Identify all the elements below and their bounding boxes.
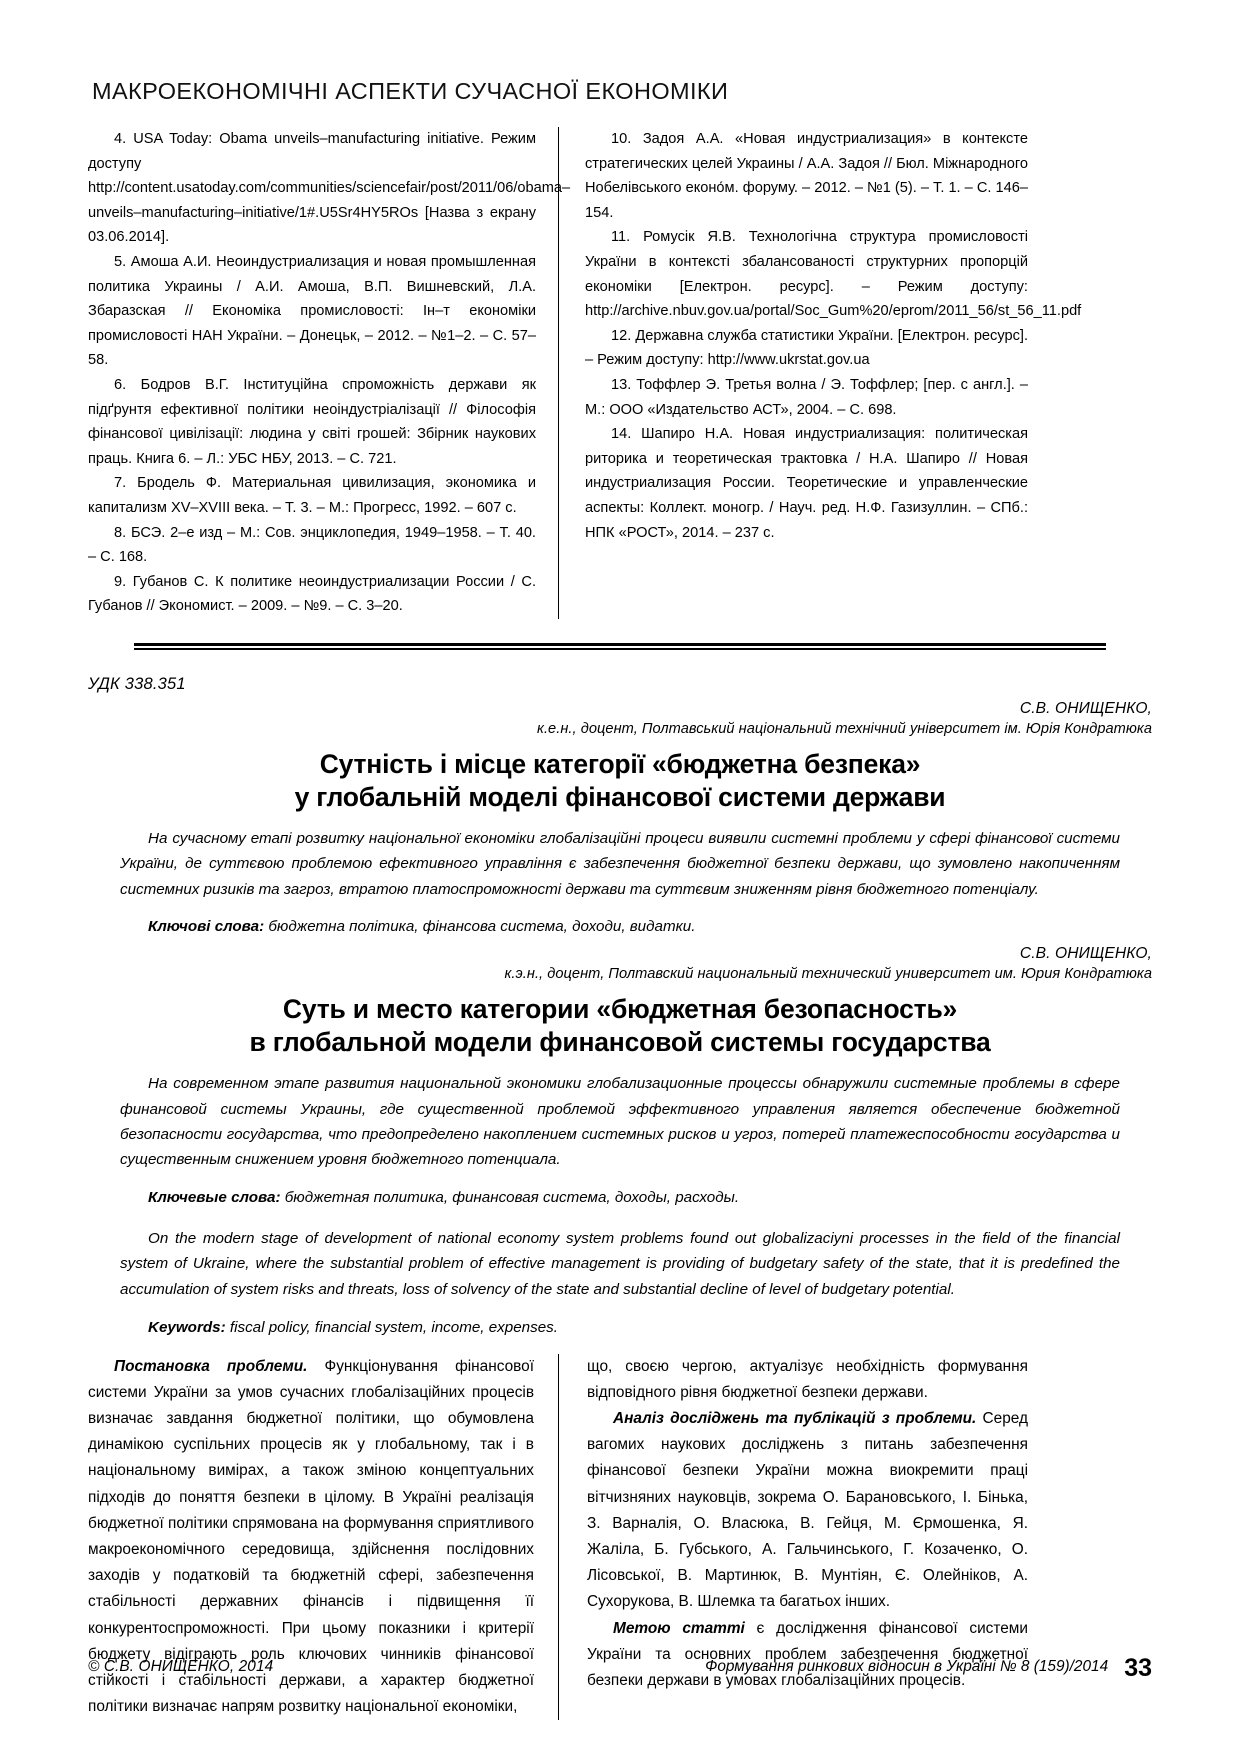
abstract-ru: На современном этапе развития национальной экономики глобализационные процессы обнаружили системные проблемы в сфере финансовой системы Украины, где существенной проблемой эффективного управления является обеспечение бюджетной безопасности государства, что предопределено накоплением системных рисков и угроз, потерей платежеспособности государства и существенным снижением уровня бюджетного потенциала. [120, 1075, 1120, 1169]
body-paragraph-text: Функціонування фінансової системи України за умов сучасних глобалізаційних процесів визначає завдання бюджетної політики, що обумовлена динамікою суспільних процесів як у глобальному, так і в національному вимірах, а також зміною концептуальних підходів до поняття безпеки в цілому. В Україні реалізація бюджетної політики спрямована на формування сприятливого макроекономічного середовища, здійснення послідовних заходів у податковій та бюджетній сфері, забезпечення стабільності державних фінансів і підвищення її конкурентоспроможності. При цьому показники і критерії бюджету відіграють роль ключових чинників фінансової стійкості і стабільності держави, а характер бюджетної політики визначає напрям розвитку національної економіки, [88, 1357, 534, 1716]
author-affiliation-ru: к.э.н., доцент, Полтавский национальный технический университет им. Юрия Кондратюка [504, 966, 1152, 983]
reference-item: 5. Амоша А.И. Неоиндустриализация и новая промышленная политика Украины / А.И. Амоша, В.П. Вишневский, Л.А. Збаразская // Економіка промисловості: Ін–т економіки промисловості НАН України. – Донецьк, – 2012. – №1–2. – С. 57–58. [88, 253, 536, 369]
body-paragraph [587, 1354, 1028, 1406]
article-title-ru-line1: Суть и место категории «бюджетная безопасность» [282, 994, 958, 1025]
references-section [88, 127, 1152, 619]
keywords-en-label: Keywords: [148, 1318, 226, 1336]
footer-copyright: © С.В. ОНИЩЕНКО, 2014 [88, 1658, 274, 1675]
references-column-right [558, 127, 1082, 619]
reference-item: 13. Тоффлер Э. Третья волна / Э. Тоффлер; [пер. с англ.]. – М.: ООО «Издательство АСТ», 2004. – С. 698. [585, 376, 1028, 418]
reference-item: 4. USA Today: Obama unveils–manufacturing initiative. Режим доступу http://content.usatoday.com/communities/sciencefair/post/2011/06/obama–unveils–manufacturing–initiative/1#.U5Sr4HY5ROs [Назва з екрану 03.06.2014]. [88, 131, 571, 246]
footer-page-number: 33 [1124, 1654, 1152, 1682]
body-paragraph-lead: Аналіз досліджень та публікацій з проблеми. [613, 1409, 977, 1427]
reference-item: 10. Задоя А.А. «Новая индустриализация» в контексте стратегических целей Украины / А.А. Задоя // Бюл. Міжнародного Нобелівського еконо́м. форуму. – 2012. – №1 (5). – Т. 1. – С. 146–154. [585, 131, 1028, 221]
reference-item: 14. Шапиро Н.А. Новая индустриализация: политическая риторика и теоретическая трактовка / Н.А. Шапиро // Новая индустриализация России. Теоретические и управленческие аспекты: Коллект. моногр. / Науч. ред. Н.Ф. Газизуллин. – СПб.: НПК «РОСТ», 2014. – 237 с. [585, 426, 1028, 541]
keywords-ru-label: Ключевые слова: [148, 1188, 281, 1206]
article-title-uk-line1: Сутність і місце категорії «бюджетна безпека» [319, 748, 921, 779]
udk-code: УДК 338.351 [88, 674, 186, 693]
running-head: МАКРОЕКОНОМІЧНІ АСПЕКТИ СУЧАСНОЇ ЕКОНОМІКИ [92, 78, 729, 104]
body-paragraph [587, 1406, 1028, 1616]
abstract-en: On the modern stage of development of national economy system problems found out globalizaciyni processes in the field of the financial system of Ukraine, where the substantial problem of effective management is providing of budgetary safety of the state, that it is predefined the accumulation of system risks and threats, loss of solvency of the state and substantial decline of level of budgetary potential. [120, 1229, 1120, 1298]
reference-item: 12. Державна служба статистики України. [Електрон. ресурс]. – Режим доступу: http://www.ukrstat.gov.ua [585, 327, 1028, 369]
article-title-uk [88, 748, 1152, 814]
reference-item: 11. Ромусік Я.В. Технологічна структура промисловості України в контексті збалансованості структурних пропорцій економіки [Електрон. ресурс]. – Режим доступу: http://archive.nbuv.gov.ua/portal/Soc_Gum%20/eprom/2011_56/st_56_11.pdf [585, 229, 1082, 320]
keywords-en [148, 1315, 1120, 1340]
divider-thin-rule [134, 648, 1106, 649]
article-title-ru [88, 993, 1152, 1059]
body-paragraph-text: є дослідження фінансової системи України та основних проблем забезпечення бюджетної безпеки держави в умовах глобалізаційних процесів. [587, 1619, 1028, 1689]
references-column-left [88, 127, 571, 619]
page-footer [88, 1654, 1152, 1682]
divider-thick-rule [134, 643, 1106, 646]
article-title-ru-line2: в глобальной модели финансовой системы государства [249, 1027, 991, 1058]
section-divider [134, 643, 1106, 651]
reference-item: 6. Бодров В.Г. Інституційна спроможність держави як підґрунтя ефективної політики неоіндустріалізації // Філософія фінансової цивілізації: людина у світі грошей: Збірник наукових праць. Книга 6. – Л.: УБС НБУ, 2013. – С. 721. [88, 376, 536, 467]
reference-item: 9. Губанов С. К политике неоиндустриализации России / С. Губанов // Экономист. – 2009. – №9. – С. 3–20. [88, 573, 536, 615]
keywords-ru-value: бюджетная политика, финансовая система, доходы, расходы. [284, 1188, 740, 1206]
keywords-en-value: fiscal policy, financial system, income, expenses. [229, 1318, 558, 1336]
author-affiliation-uk: к.е.н., доцент, Полтавський національний технічний університет ім. Юрія Кондратюка [537, 720, 1152, 737]
body-paragraph-lead: Метою статті [613, 1619, 745, 1637]
article-title-uk-line2: у глобальній моделі фінансової системи держави [294, 781, 946, 812]
body-paragraph-text: що, своєю чергою, актуалізує необхідність формування відповідного рівня бюджетної безпеки держави. [587, 1357, 1028, 1401]
footer-right-group [705, 1654, 1152, 1682]
keywords-ru [148, 1185, 1120, 1210]
abstract-uk: На сучасному етапі розвитку національної економіки глобалізаційні процеси виявили системні проблеми у сфері фінансової системи України, де суттєвою проблемою ефективного управління є забезпечення бюджетної безпеки держави, що зумовлено накопиченням системних ризиків та загроз, втратою платоспроможності держави та суттєвим зниженням рівня бюджетного потенціалу. [120, 829, 1120, 898]
body-paragraph-lead: Постановка проблеми. [114, 1357, 308, 1375]
body-paragraph-text: Серед вагомих наукових досліджень з питань забезпечення фінансової безпеки України можна виокремити праці вітчизняних науковців, зокрема О. Барановського, І. Бінька, З. Варналія, О. Власюка, В. Гейця, М. Єрмошенка, Я. Жаліла, Б. Губського, А. Гальчинського, Г. Козаченко, О. Лісовської, В. Мартинюк, В. Мунтіян, Є. Олейніков, А. Сухорукова, В. Шлемка та багатьох інших. [587, 1409, 1028, 1611]
author-name-ru: С.В. ОНИЩЕНКО, [1019, 945, 1152, 963]
keywords-uk-value: бюджетна політика, фінансова система, доходи, видатки. [268, 918, 696, 936]
keywords-uk [148, 914, 1120, 939]
reference-item: 8. БСЭ. 2–е изд – М.: Сов. энциклопедия, 1949–1958. – Т. 40. – С. 168. [88, 524, 536, 566]
reference-item: 7. Бродель Ф. Материальная цивилизация, экономика и капитализм XV–XVIII века. – Т. 3. – М.: Прогресс, 1992. – 607 с. [88, 475, 536, 516]
keywords-uk-label: Ключові слова: [148, 918, 265, 936]
footer-journal-title: Формування ринкових відносин в Україні № 8 (159)/2014 [705, 1658, 1109, 1675]
author-name-uk: С.В. ОНИЩЕНКО, [1019, 699, 1152, 717]
